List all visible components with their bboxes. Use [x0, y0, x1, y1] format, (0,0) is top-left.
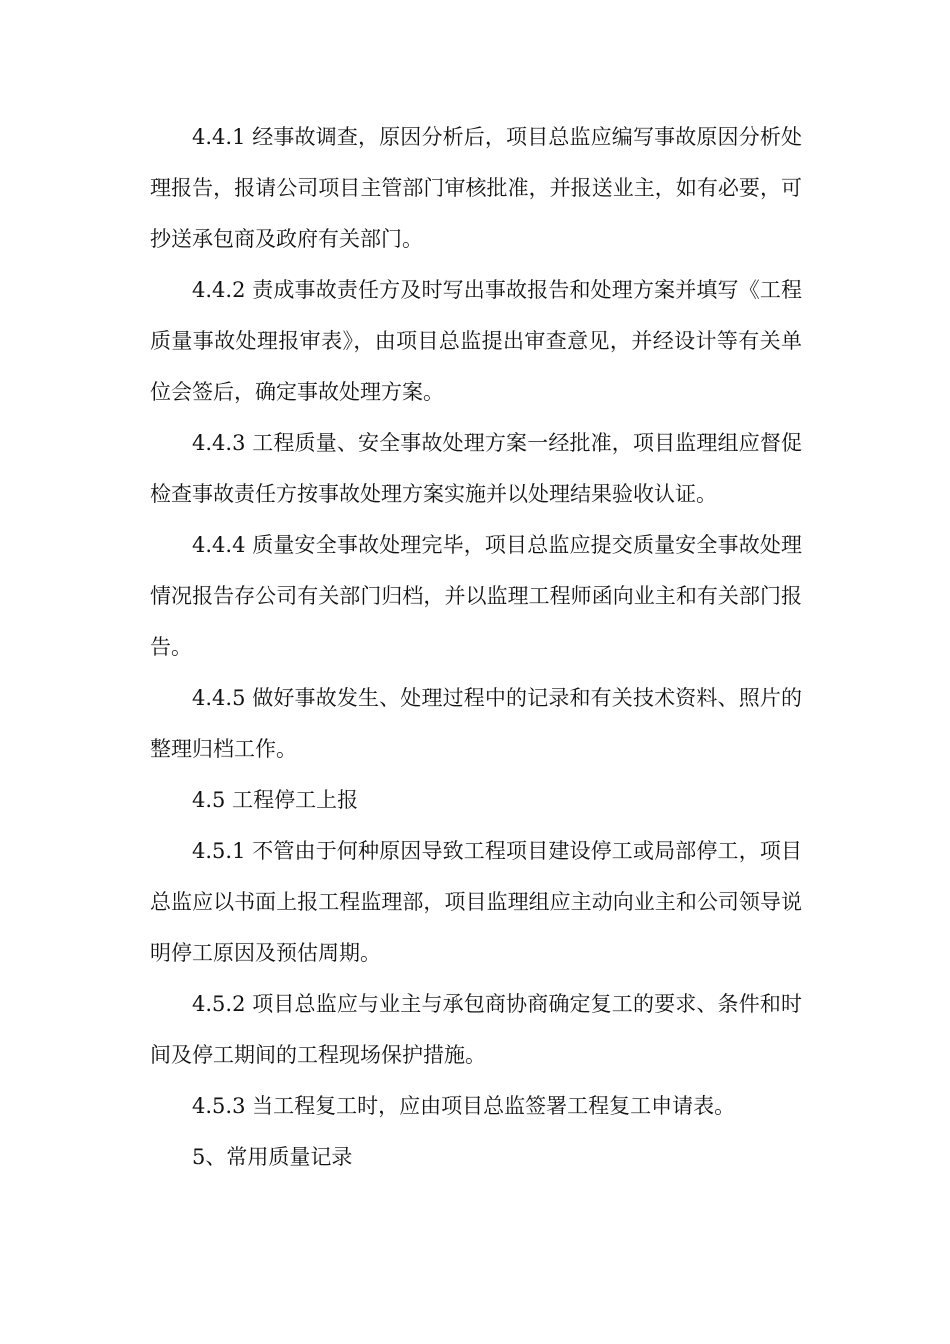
section-heading-4-5: 4.5 工程停工上报	[192, 788, 359, 812]
paragraph-4-4-2: 4.4.2 责成事故责任方及时写出事故报告和处理方案并填写《工程质量事故处理报审表》，由项目总监提出审查意见，并经设计等有关单位会签后，确定事故处理方案。	[150, 278, 802, 404]
document-body	[150, 112, 802, 1183]
paragraph-4-5-2: 4.5.2 项目总监应与业主与承包商协商确定复工的要求、条件和时间及停工期间的工程现场保护措施。	[150, 992, 802, 1067]
section-heading-5: 5、常用质量记录	[192, 1145, 353, 1169]
paragraph-4-4-3: 4.4.3 工程质量、安全事故处理方案一经批准，项目监理组应督促检查事故责任方按事故处理方案实施并以处理结果验收认证。	[150, 431, 802, 506]
paragraph-4-4-4: 4.4.4 质量安全事故处理完毕，项目总监应提交质量安全事故处理情况报告存公司有关部门归档，并以监理工程师函向业主和有关部门报告。	[150, 533, 802, 659]
paragraph-4-4-5: 4.4.5 做好事故发生、处理过程中的记录和有关技术资料、照片的整理归档工作。	[150, 686, 802, 761]
paragraph-4-4-1: 4.4.1 经事故调查，原因分析后，项目总监应编写事故原因分析处理报告，报请公司项目主管部门审核批准，并报送业主，如有必要，可抄送承包商及政府有关部门。	[150, 125, 802, 251]
paragraph-4-5-1: 4.5.1 不管由于何种原因导致工程项目建设停工或局部停工，项目总监应以书面上报工程监理部，项目监理组应主动向业主和公司领导说明停工原因及预估周期。	[150, 839, 802, 965]
paragraph-4-5-3: 4.5.3 当工程复工时，应由项目总监签署工程复工申请表。	[192, 1094, 736, 1118]
